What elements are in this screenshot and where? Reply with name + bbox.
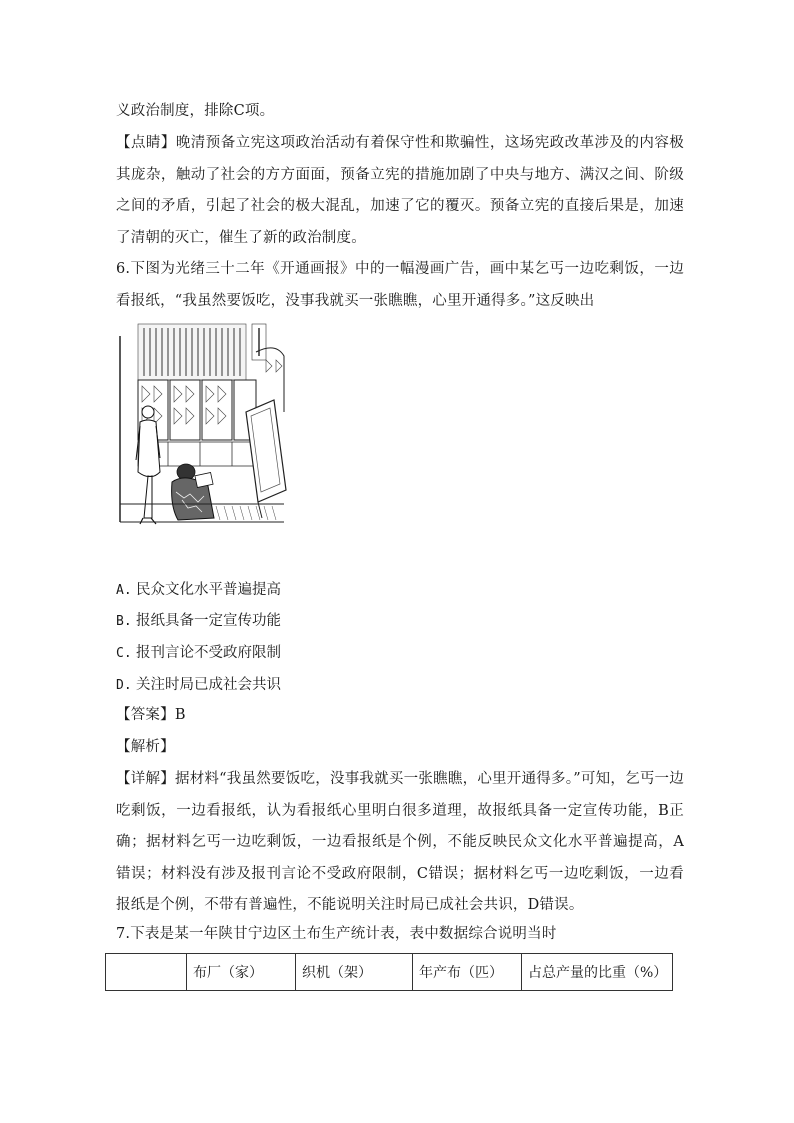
- table-header-cell: 年产布（匹）: [413, 954, 522, 991]
- option-d: [116, 675, 281, 696]
- question-7-stem: 7.下表是某一年陕甘宁边区土布生产统计表，表中数据综合说明当时: [116, 926, 557, 942]
- detail-tag: 【详解】: [116, 771, 175, 787]
- paragraph-dianjing: [116, 128, 684, 254]
- cartoon-illustration: [116, 322, 288, 540]
- table-header-cell: 占总产量的比重（%）: [522, 954, 673, 991]
- table-header-row: [106, 954, 673, 991]
- table-header-cell: [106, 954, 187, 991]
- option-a: [116, 580, 281, 601]
- option-text: 关注时局已成社会共识: [136, 677, 281, 693]
- analysis-line: [116, 732, 684, 764]
- cloth-production-table: [105, 953, 673, 991]
- dianjing-text: 晚清预备立宪这项政治活动有着保守性和欺骗性，这场宪政改革涉及的内容极其庞杂，触动了社会的方方面面，预备立宪的措施加剧了中央与地方、满汉之间、阶级之间的矛盾，引起了社会的极大混乱，加速了它的覆灭。预备立宪的直接后果是，加速了清朝的灭亡，催生了新的政治制度。: [116, 135, 685, 246]
- table-header-cell: 布厂（家）: [187, 954, 296, 991]
- paragraph-c-exclusion: 义政治制度，排除C项。: [116, 103, 275, 119]
- option-c: [116, 643, 281, 664]
- option-b: [116, 611, 281, 632]
- option-letter: C.: [116, 646, 132, 661]
- answer-value: B: [174, 707, 186, 723]
- table-header-cell: 织机（架）: [296, 954, 413, 991]
- option-text: 报纸具备一定宣传功能: [136, 613, 281, 629]
- question-6-stem: 6.下图为光绪三十二年《开通画报》中的一幅漫画广告，画中某乞丐一边吃剩饭，一边看报纸，“我虽然要饭吃，没事我就买一张瞧瞧，心里开通得多。”这反映出: [116, 261, 684, 309]
- option-letter: D.: [116, 678, 132, 693]
- answer-tag: 【答案】: [116, 707, 175, 723]
- option-letter: B.: [116, 614, 132, 629]
- option-letter: A.: [116, 583, 132, 598]
- dianjing-tag: 【点睛】: [116, 135, 176, 151]
- answer-line: [116, 700, 684, 732]
- detail-text: 据材料“我虽然要饭吃，没事我就买一张瞧瞧，心里开通得多。”可知，乞丐一边吃剩饭，一边看报纸，认为看报纸心里明白很多道理，故报纸具备一定宣传功能，B正确；据材料乞丐一边吃剩饭，一边看报纸是个例，不能反映民众文化水平普遍提高，A错误；材料没有涉及报刊言论不受政府限制，C错误；据材料乞丐一边吃剩饭，一边看报纸是个例，不带有普遍性，不能说明关注时局已成社会共识，D错误。: [116, 771, 684, 913]
- option-text: 民众文化水平普遍提高: [136, 582, 281, 598]
- option-text: 报刊言论不受政府限制: [136, 645, 281, 661]
- analysis-tag: 【解析】: [116, 739, 175, 755]
- detail-paragraph: [116, 764, 684, 922]
